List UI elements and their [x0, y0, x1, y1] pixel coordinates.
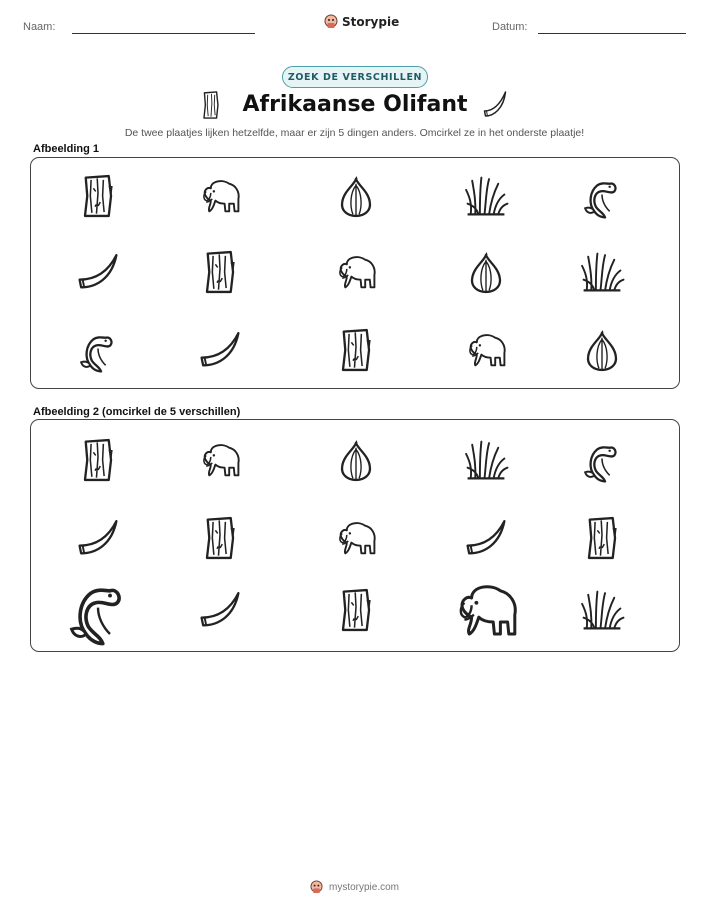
date-line[interactable]: [538, 33, 686, 34]
trunk-icon: [75, 327, 121, 373]
instructions: De twee plaatjes lijken hetzelfde, maar er zijn 5 dingen anders. Omcirkel ze in het onderste plaatje!: [124, 127, 585, 139]
bark-icon: [197, 249, 243, 295]
tusk-icon[interactable]: [463, 515, 509, 561]
trunk-icon[interactable]: [579, 437, 625, 483]
trunk-icon: [579, 173, 625, 219]
grass-icon[interactable]: [463, 437, 509, 483]
bark-icon: [333, 327, 379, 373]
grass-icon[interactable]: [579, 587, 625, 633]
bark-icon[interactable]: [333, 587, 379, 633]
name-line[interactable]: [72, 33, 255, 34]
activity-badge: ZOEK DE VERSCHILLEN: [282, 66, 428, 88]
storypie-logo-icon: [324, 14, 338, 29]
picture1-label: Afbeelding 1: [33, 143, 100, 155]
tusk-icon: [197, 327, 243, 373]
bark-icon[interactable]: [197, 515, 243, 561]
elephant-icon[interactable]: [333, 515, 379, 561]
date-label: Datum:: [492, 21, 528, 33]
tusk-icon[interactable]: [197, 587, 243, 633]
bark-icon: [201, 91, 220, 124]
name-label: Naam:: [23, 21, 56, 33]
fig-icon: [333, 173, 379, 219]
fig-icon: [579, 327, 625, 373]
tusk-icon[interactable]: [75, 515, 121, 561]
bark-icon: [75, 173, 121, 219]
footer-url: mystorypie.com: [328, 881, 399, 893]
brand-logo: [324, 14, 399, 29]
fig-icon[interactable]: [333, 437, 379, 483]
grass-icon: [579, 249, 625, 295]
elephant-icon[interactable]: [197, 437, 243, 483]
brand-name: Storypie: [342, 14, 400, 29]
elephant-icon: [333, 249, 379, 295]
fig-icon: [463, 249, 509, 295]
grass-icon: [463, 173, 509, 219]
tusk-icon: [478, 90, 512, 125]
storypie-logo-icon: [310, 880, 323, 894]
bark-icon[interactable]: [579, 515, 625, 561]
footer: [0, 880, 709, 894]
elephant-icon: [463, 327, 509, 373]
tusk-icon: [75, 249, 121, 295]
trunk-icon[interactable]: [62, 574, 134, 646]
elephant-icon: [197, 173, 243, 219]
elephant-icon[interactable]: [450, 574, 522, 646]
page-title: Afrikaanse Olifant: [242, 92, 468, 117]
picture2-label: Afbeelding 2 (omcirkel de 5 verschillen): [33, 406, 241, 418]
bark-icon[interactable]: [75, 437, 121, 483]
